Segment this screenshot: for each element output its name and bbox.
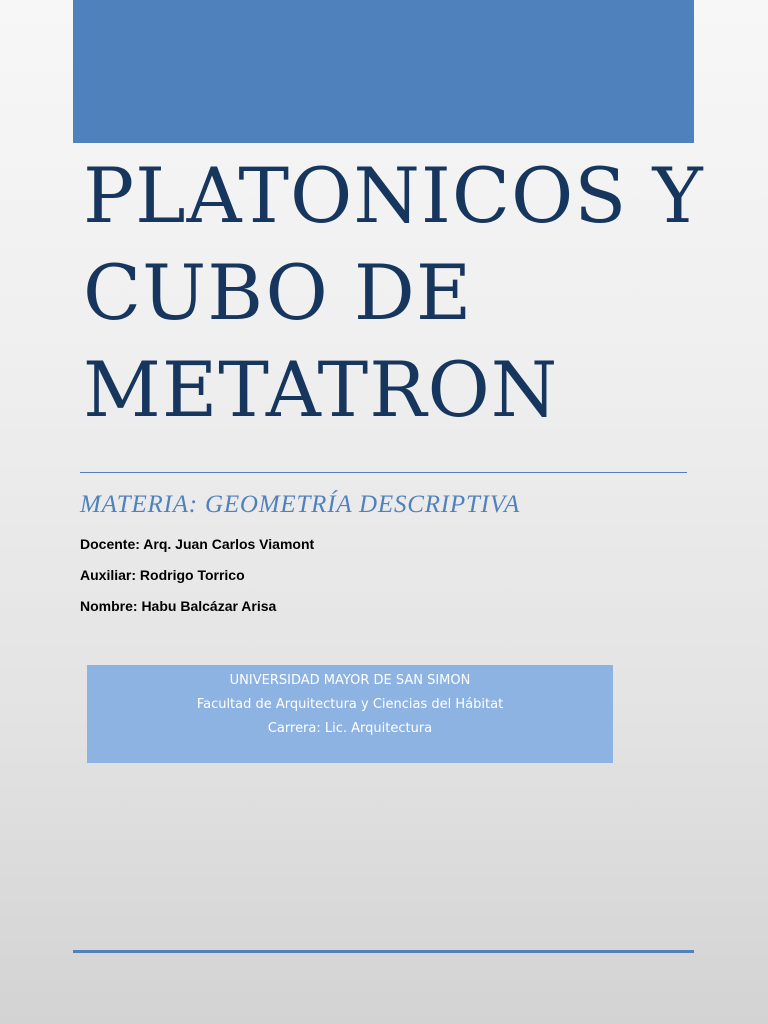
auxiliar-line: Auxiliar: Rodrigo Torrico — [80, 567, 245, 583]
title-line-4: METATRON — [83, 345, 559, 434]
bottom-divider — [73, 950, 694, 953]
top-banner — [73, 0, 694, 143]
subject-line: MATERIA: GEOMETRÍA DESCRIPTIVA — [80, 491, 521, 518]
docente-line: Docente: Arq. Juan Carlos Viamont — [80, 536, 315, 552]
title-line-2: PLATONICOS Y — [83, 151, 704, 240]
nombre-line: Nombre: Habu Balcázar Arisa — [80, 598, 277, 614]
university-name: UNIVERSIDAD MAYOR DE SAN SIMON — [229, 673, 471, 688]
career-name: Carrera: Lic. Arquitectura — [267, 721, 433, 736]
university-box — [87, 665, 613, 763]
title-line-3: CUBO DE — [83, 248, 473, 337]
top-divider — [80, 472, 687, 473]
faculty-name: Facultad de Arquitectura y Ciencias del Hábitat — [196, 697, 504, 712]
